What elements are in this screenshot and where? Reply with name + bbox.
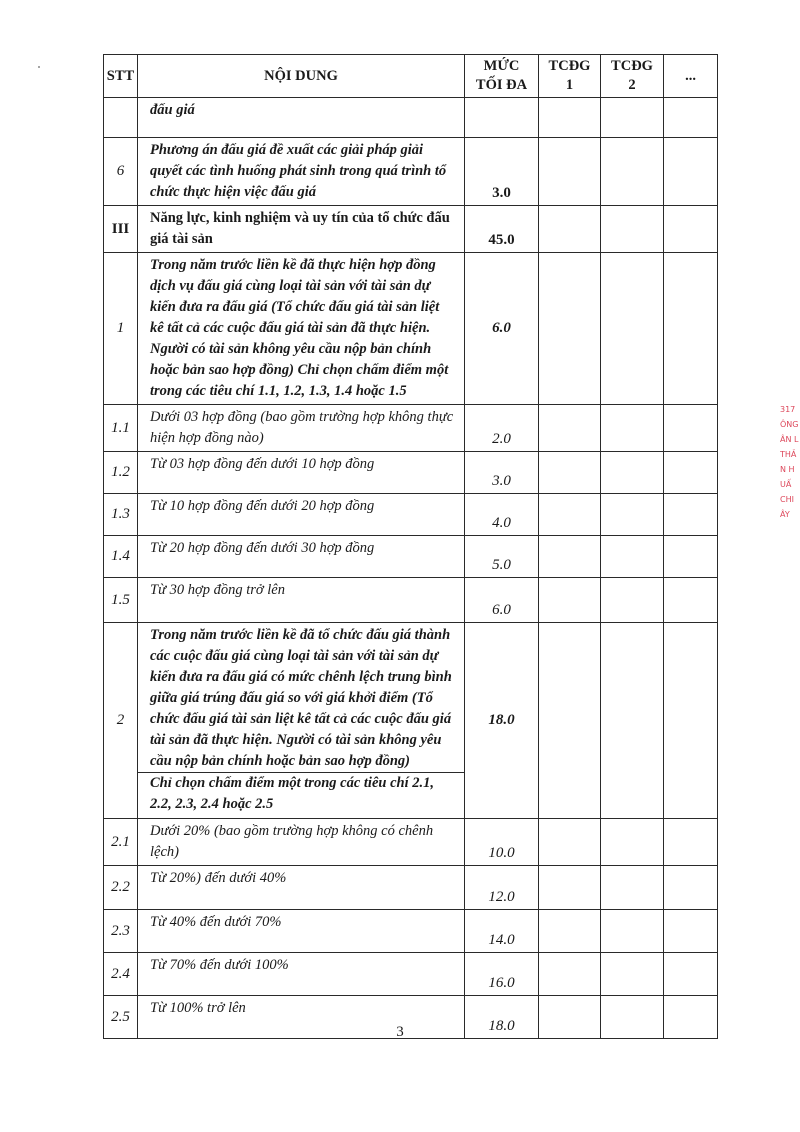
header-tcdg2 xyxy=(601,55,664,98)
row-content: Từ 40% đến dưới 70% xyxy=(138,910,465,953)
row-more xyxy=(664,98,718,138)
row-tcdg1 xyxy=(539,578,601,623)
row-content: Từ 03 hợp đồng đến dưới 10 hợp đồng xyxy=(138,452,465,494)
row-content: Từ 100% trở lên xyxy=(138,996,465,1039)
header-more: ... xyxy=(664,55,718,98)
row-more xyxy=(664,578,718,623)
row-stt: 2.3 xyxy=(104,910,138,953)
header-stt: STT xyxy=(104,55,138,98)
row-content: Năng lực, kinh nghiệm và uy tín của tổ chức đấu giá tài sản xyxy=(138,206,465,253)
row-stt: 1.4 xyxy=(104,536,138,578)
table-row xyxy=(104,910,718,953)
row-stt: 6 xyxy=(104,138,138,206)
row-tcdg2 xyxy=(601,819,664,866)
header-tcdg2-line2: 2 xyxy=(628,77,636,93)
table-row xyxy=(104,253,718,405)
row-tcdg2 xyxy=(601,953,664,996)
table-row xyxy=(104,98,718,138)
row-more xyxy=(664,253,718,405)
row-tcdg1 xyxy=(539,138,601,206)
row-tcdg2 xyxy=(601,866,664,910)
row-max: 3.0 xyxy=(465,138,539,206)
row-more xyxy=(664,452,718,494)
row-content: Từ 20 hợp đồng đến dưới 30 hợp đồng xyxy=(138,536,465,578)
table-row xyxy=(104,953,718,996)
row-tcdg2 xyxy=(601,910,664,953)
row-max: 16.0 xyxy=(465,953,539,996)
row-stt: 2.4 xyxy=(104,953,138,996)
table-row xyxy=(104,866,718,910)
row-max: 18.0 xyxy=(465,623,539,819)
row-tcdg2 xyxy=(601,623,664,819)
row-more xyxy=(664,866,718,910)
row-max: 2.0 xyxy=(465,405,539,452)
row-tcdg1 xyxy=(539,953,601,996)
table-row xyxy=(104,206,718,253)
table-row xyxy=(104,452,718,494)
row-stt xyxy=(104,98,138,138)
header-tcdg2-line1: TCĐG xyxy=(611,58,653,74)
row-max: 45.0 xyxy=(465,206,539,253)
row-tcdg1 xyxy=(539,452,601,494)
table-header-row xyxy=(104,55,718,98)
row-tcdg1 xyxy=(539,494,601,536)
row-tcdg2 xyxy=(601,494,664,536)
table-row xyxy=(104,494,718,536)
row-content: Phương án đấu giá đề xuất các giải pháp giải quyết các tình huống phát sinh trong quá trình tổ chức thực hiện việc đấu giá xyxy=(138,138,465,206)
row-more xyxy=(664,138,718,206)
row-max: 12.0 xyxy=(465,866,539,910)
row-stt: 1.2 xyxy=(104,452,138,494)
row-max: 5.0 xyxy=(465,536,539,578)
header-muc-line2: TỐI ĐA xyxy=(475,77,528,93)
row-tcdg2 xyxy=(601,253,664,405)
row-tcdg1 xyxy=(539,623,601,819)
red-stamp-fragment: 317 ÔNG ÂN L THẢ N H UẤ CHI ÂY xyxy=(780,405,799,519)
header-muc-line1: MỨC xyxy=(483,58,520,74)
row-stt: 1.3 xyxy=(104,494,138,536)
row-content xyxy=(138,623,465,819)
row-stt: III xyxy=(104,206,138,253)
row-content: Dưới 20% (bao gồm trường hợp không có chênh lệch) xyxy=(138,819,465,866)
row-tcdg2 xyxy=(601,405,664,452)
page-number: 3 xyxy=(396,1024,404,1040)
row-max: 10.0 xyxy=(465,819,539,866)
row-tcdg1 xyxy=(539,910,601,953)
table-row xyxy=(104,536,718,578)
table-row xyxy=(104,623,718,819)
table-row xyxy=(104,405,718,452)
row-stt: 2.2 xyxy=(104,866,138,910)
row-max: 4.0 xyxy=(465,494,539,536)
row-content-sub: Chỉ chọn chấm điểm một trong các tiêu chí 2.1, 2.2, 2.3, 2.4 hoặc 2.5 xyxy=(138,772,464,815)
row-tcdg1 xyxy=(539,253,601,405)
row-tcdg2 xyxy=(601,578,664,623)
row-stt: 1 xyxy=(104,253,138,405)
row-content: Từ 10 hợp đồng đến dưới 20 hợp đồng xyxy=(138,494,465,536)
row-max: 14.0 xyxy=(465,910,539,953)
table-row xyxy=(104,138,718,206)
row-more xyxy=(664,536,718,578)
row-content: Trong năm trước liền kề đã thực hiện hợp đồng dịch vụ đấu giá cùng loại tài sản với tài sản dự kiến đưa ra đấu giá (Tổ chức đấu giá tài sản liệt kê tất cả các cuộc đấu giá tài sản đã thực hiện. Người có tài sản không yêu cầu nộp bản chính hoặc bản sao hợp đồng) Chỉ chọn chấm điểm một trong các tiêu chí 1.1, 1.2, 1.3, 1.4 hoặc 1.5 xyxy=(138,253,465,405)
scan-speck xyxy=(38,66,40,68)
row-tcdg2 xyxy=(601,206,664,253)
row-tcdg1 xyxy=(539,819,601,866)
row-tcdg2 xyxy=(601,536,664,578)
row-more xyxy=(664,910,718,953)
row-tcdg1 xyxy=(539,206,601,253)
row-tcdg1 xyxy=(539,536,601,578)
row-max: 18.0 xyxy=(465,996,539,1039)
row-content-main: Trong năm trước liền kề đã tổ chức đấu giá thành các cuộc đấu giá cùng loại tài sản với tài sản dự kiến đưa ra đấu giá có mức chênh lệch trung bình giữa giá trúng đấu giá so với giá khởi điểm (Tổ chức đấu giá tài sản liệt kê tất cả các cuộc đấu giá tài sản đã thực hiện. Người có tài sản không yêu cầu nộp bản chính hoặc bản sao hợp đồng) xyxy=(150,627,452,769)
row-content: Từ 20%) đến dưới 40% xyxy=(138,866,465,910)
row-tcdg2 xyxy=(601,98,664,138)
table-row xyxy=(104,819,718,866)
row-more xyxy=(664,953,718,996)
row-stt: 1.5 xyxy=(104,578,138,623)
row-more xyxy=(664,405,718,452)
row-max: 3.0 xyxy=(465,452,539,494)
header-tcdg1-line2: 1 xyxy=(565,77,574,93)
row-tcdg1 xyxy=(539,98,601,138)
row-tcdg2 xyxy=(601,138,664,206)
row-content: Từ 30 hợp đồng trở lên xyxy=(138,578,465,623)
row-more xyxy=(664,494,718,536)
row-tcdg2 xyxy=(601,452,664,494)
row-content: Dưới 03 hợp đồng (bao gồm trường hợp không thực hiện hợp đồng nào) xyxy=(138,405,465,452)
row-more xyxy=(664,819,718,866)
header-noi-dung: NỘI DUNG xyxy=(138,55,465,98)
row-more xyxy=(664,623,718,819)
row-max: 6.0 xyxy=(465,253,539,405)
row-stt: 1.1 xyxy=(104,405,138,452)
row-more xyxy=(664,206,718,253)
scoring-table xyxy=(103,54,718,1039)
row-content: đấu giá xyxy=(138,98,465,138)
header-tcdg1-line1: TCĐG xyxy=(548,58,591,74)
row-max: 6.0 xyxy=(465,578,539,623)
row-stt: 2.1 xyxy=(104,819,138,866)
table-row xyxy=(104,578,718,623)
row-content: Từ 70% đến dưới 100% xyxy=(138,953,465,996)
header-tcdg1 xyxy=(539,55,601,98)
row-stt: 2.5 xyxy=(104,996,138,1039)
row-stt: 2 xyxy=(104,623,138,819)
row-tcdg1 xyxy=(539,405,601,452)
row-max xyxy=(465,98,539,138)
row-tcdg1 xyxy=(539,866,601,910)
header-muc-toi-da xyxy=(465,55,539,98)
